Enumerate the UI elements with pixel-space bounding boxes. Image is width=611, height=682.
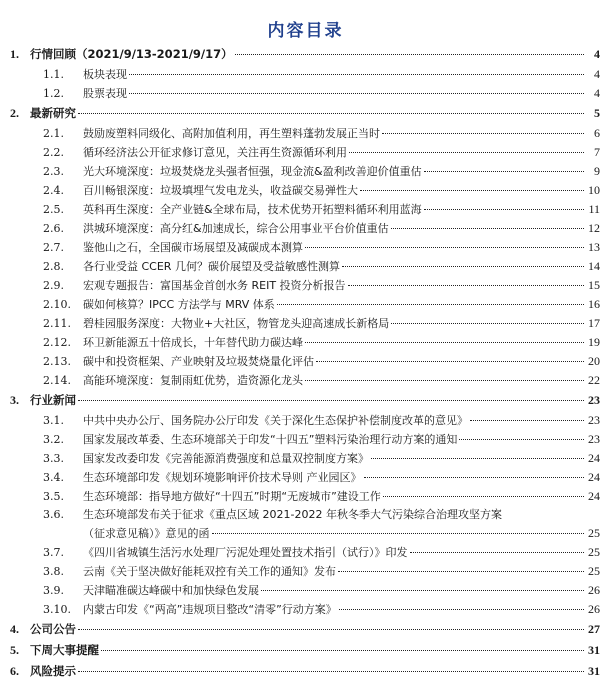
toc-entry-page: 31 — [588, 664, 600, 678]
toc-entry-number: 1.1. — [43, 68, 64, 81]
toc-leader-dots — [305, 247, 584, 248]
toc-leader-dots — [391, 228, 584, 229]
toc-leader-dots — [383, 496, 584, 497]
toc-entry-page: 4 — [594, 67, 600, 81]
toc-entry-page: 19 — [588, 335, 600, 349]
toc-entry-page: 22 — [588, 373, 600, 387]
toc-entry-text: 鼓励废塑料同级化、高附加值利用，再生塑料蓬勃发展正当时 — [83, 127, 380, 140]
toc-entry-text: 行业新闻 — [30, 393, 76, 407]
toc-entry-page: 24 — [588, 451, 600, 465]
toc-entry-text-continued: （征求意见稿）》意见的函 — [83, 527, 210, 540]
toc-leader-dots — [277, 304, 584, 305]
toc-entry-page: 31 — [588, 643, 600, 657]
toc-leader-dots — [342, 266, 584, 267]
toc-entry[interactable] — [10, 162, 600, 181]
toc-entry-text: 碳中和投资框架、产业映射及垃圾焚烧量化评估 — [83, 355, 314, 368]
toc-leader-dots — [305, 342, 584, 343]
toc-entry-number: 3.2. — [43, 433, 64, 446]
toc-entry[interactable] — [10, 390, 600, 411]
toc-entry-text: 英科再生深度：全产业链&全球布局，技术优势开拓塑料循环利用蓝海 — [83, 203, 422, 216]
toc-entry-number: 2.6. — [43, 222, 64, 235]
toc-leader-dots — [424, 171, 584, 172]
page-title: 内容目录 — [267, 21, 344, 41]
toc-entry-text: 碳如何核算？IPCC 方法学与 MRV 体系 — [83, 298, 275, 311]
toc-entry-number: 2.13. — [43, 355, 71, 368]
toc-entry-text: 生态环境部发布关于征求《重点区域 2021-2022 年秋冬季大气污染综合治理攻坚方案 — [83, 508, 502, 521]
toc-entry-page: 17 — [588, 316, 600, 330]
toc-leader-dots — [78, 113, 584, 114]
toc-entry-text: 公司公告 — [30, 622, 76, 636]
toc-entry-text: 洪城环境深度：高分红&加速成长，综合公用事业平台价值重估 — [83, 222, 389, 235]
toc-entry-text: 宏观专题报告：富国基金首创水务 REIT 投资分析报告 — [83, 279, 346, 292]
toc-entry-page: 24 — [588, 489, 600, 503]
toc-entry[interactable] — [10, 352, 600, 371]
toc-entry[interactable] — [10, 543, 600, 562]
toc-entry[interactable] — [10, 333, 600, 352]
toc-entry[interactable] — [10, 181, 600, 200]
toc-entry[interactable] — [10, 276, 600, 295]
toc-entry-text: 天津瞄准碳达峰碳中和加快绿色发展 — [83, 584, 259, 597]
toc-entry-page: 23 — [588, 413, 600, 427]
toc-entry[interactable] — [10, 65, 600, 84]
toc-leader-dots — [391, 323, 584, 324]
toc-entry-page: 10 — [588, 183, 600, 197]
toc-leader-dots — [78, 629, 584, 630]
toc-entry-page: 23 — [588, 393, 600, 407]
toc-entry-page: 20 — [588, 354, 600, 368]
toc-entry-text: 下周大事提醒 — [30, 643, 99, 657]
toc-entry-number: 3.10. — [43, 603, 71, 616]
toc-entry[interactable] — [10, 619, 600, 640]
toc-leader-dots — [235, 54, 584, 55]
toc-entry[interactable] — [10, 371, 600, 390]
toc-entry[interactable] — [10, 581, 600, 600]
toc-entry-page: 12 — [588, 221, 600, 235]
toc-entry[interactable] — [10, 449, 600, 468]
toc-entry-number: 2.1. — [43, 127, 64, 140]
toc-entry-page: 26 — [588, 602, 600, 616]
toc-entry-number: 3.8. — [43, 565, 64, 578]
toc-leader-dots — [470, 420, 584, 421]
toc-entry[interactable] — [10, 468, 600, 487]
toc-entry-page: 6 — [594, 126, 600, 140]
toc-leader-dots — [78, 400, 584, 401]
toc-entry-number: 1. — [10, 47, 19, 61]
toc-entry-page: 5 — [594, 106, 600, 120]
toc-entry-number: 3.5. — [43, 490, 64, 503]
toc-entry-page: 26 — [588, 583, 600, 597]
toc-leader-dots — [348, 285, 584, 286]
toc-entry-number: 3.7. — [43, 546, 64, 559]
toc-entry-text-block — [83, 506, 600, 543]
toc-entry-text: 光大环境深度：垃圾焚烧龙头强者恒强，现金流&盈利改善迎价值重估 — [83, 165, 422, 178]
toc-entry[interactable] — [10, 200, 600, 219]
toc-entry-text: 鉴他山之石，全国碳市场展望及减碳成本测算 — [83, 241, 303, 254]
toc-leader-dots — [101, 650, 584, 651]
toc-entry[interactable] — [10, 661, 600, 682]
toc-entry-number: 3.9. — [43, 584, 64, 597]
toc-entry-page: 9 — [594, 164, 600, 178]
toc-entry[interactable] — [10, 430, 600, 449]
toc-entry-page: 23 — [588, 432, 600, 446]
toc-entry-number: 2.5. — [43, 203, 64, 216]
toc-leader-dots — [410, 552, 585, 553]
toc-entry-number: 2.3. — [43, 165, 64, 178]
toc-entry[interactable] — [10, 487, 600, 506]
toc-entry-number: 6. — [10, 664, 19, 678]
toc-entry-text: 行情回顾（2021/9/13-2021/9/17） — [30, 47, 233, 61]
toc-entry[interactable] — [10, 84, 600, 103]
toc-entry-number: 5. — [10, 643, 19, 657]
toc-entry-page: 16 — [588, 297, 600, 311]
toc-leader-dots — [78, 671, 584, 672]
toc-entry-number: 3.1. — [43, 414, 64, 427]
toc-entry-page: 25 — [588, 545, 600, 559]
toc-entry[interactable] — [10, 44, 600, 65]
toc-entry-number: 2.2. — [43, 146, 64, 159]
toc-entry-number: 2.12. — [43, 336, 71, 349]
toc-entry-page: 27 — [588, 622, 600, 636]
toc-entry-text: 最新研究 — [30, 106, 76, 120]
toc-entry[interactable] — [10, 238, 600, 257]
table-of-contents — [10, 44, 600, 682]
toc-leader-dots — [339, 609, 584, 610]
toc-leader-dots — [459, 439, 584, 440]
toc-entry-text: 《四川省城镇生活污水处理厂污泥处理处置技术指引（试行）》印发 — [83, 546, 408, 559]
toc-leader-dots — [364, 477, 585, 478]
toc-entry-page: 4 — [594, 86, 600, 100]
toc-entry-text: 百川畅银深度：垃圾填埋气发电龙头，收益碳交易弹性大 — [83, 184, 358, 197]
toc-entry[interactable] — [10, 506, 600, 543]
toc-leader-dots — [338, 571, 584, 572]
toc-entry[interactable] — [10, 411, 600, 430]
toc-entry-number: 2.8. — [43, 260, 64, 273]
toc-entry-text: 内蒙古印发《“两高”违规项目整改“清零”行动方案》 — [83, 603, 337, 616]
toc-entry-number: 2.7. — [43, 241, 64, 254]
toc-leader-dots — [316, 361, 584, 362]
toc-entry-number: 2.10. — [43, 298, 71, 311]
toc-entry-text: 中共中央办公厅、国务院办公厅印发《关于深化生态保护补偿制度改革的意见》 — [83, 414, 468, 427]
toc-entry-text: 高能环境深度：复制雨虹优势，造资源化龙头 — [83, 374, 303, 387]
toc-entry[interactable] — [10, 314, 600, 333]
toc-entry[interactable] — [10, 124, 600, 143]
toc-leader-dots — [382, 133, 584, 134]
toc-entry-number: 3. — [10, 393, 19, 407]
toc-entry-text: 云南《关于坚决做好能耗双控有关工作的通知》发布 — [83, 565, 336, 578]
toc-entry-text: 国家发改委印发《完善能源消费强度和总量双控制度方案》 — [83, 452, 369, 465]
toc-entry-line2 — [83, 524, 600, 543]
toc-entry-text: 板块表现 — [83, 68, 127, 81]
toc-entry[interactable] — [10, 257, 600, 276]
toc-entry[interactable] — [10, 562, 600, 581]
toc-entry-text: 环卫新能源五十倍成长，十年替代助力碳达峰 — [83, 336, 303, 349]
toc-entry-page: 4 — [594, 47, 600, 61]
toc-entry[interactable] — [10, 640, 600, 661]
toc-entry-text: 碧桂园服务深度：大物业+大社区，物管龙头迎高速成长新格局 — [83, 317, 390, 330]
toc-leader-dots — [129, 74, 584, 75]
toc-entry-number: 2.9. — [43, 279, 64, 292]
toc-leader-dots — [261, 590, 584, 591]
toc-entry-text: 生态环境部印发《规划环境影响评价技术导则 产业园区》 — [83, 471, 362, 484]
toc-entry-page: 25 — [588, 564, 600, 578]
toc-entry-page: 24 — [588, 470, 600, 484]
toc-leader-dots — [424, 209, 584, 210]
toc-entry-page: 13 — [588, 240, 600, 254]
toc-entry-page: 15 — [588, 278, 600, 292]
toc-entry-text: 循环经济法公开征求修订意见，关注再生资源循环利用 — [83, 146, 347, 159]
toc-entry[interactable] — [10, 103, 600, 124]
toc-entry-number: 2.4. — [43, 184, 64, 197]
toc-entry-page: 25 — [588, 526, 600, 540]
toc-entry-number: 4. — [10, 622, 19, 636]
toc-entry[interactable] — [10, 219, 600, 238]
toc-entry-number: 3.6. — [43, 508, 64, 521]
toc-entry[interactable] — [10, 295, 600, 314]
toc-entry-page: 14 — [588, 259, 600, 273]
toc-leader-dots — [360, 190, 584, 191]
toc-entry-text: 生态环境部：指导地方做好“十四五”时期“无废城市”建设工作 — [83, 490, 381, 503]
toc-leader-dots — [129, 93, 584, 94]
toc-entry-number: 3.4. — [43, 471, 64, 484]
toc-leader-dots — [371, 458, 584, 459]
toc-entry-number: 2.11. — [43, 317, 71, 330]
toc-entry[interactable] — [10, 600, 600, 619]
toc-entry-text: 股票表现 — [83, 87, 127, 100]
toc-entry-text: 国家发展改革委、生态环境部关于印发“十四五”塑料污染治理行动方案的通知 — [83, 433, 458, 446]
toc-leader-dots — [305, 380, 584, 381]
toc-entry-number: 1.2. — [43, 87, 64, 100]
toc-entry-page: 7 — [594, 145, 600, 159]
toc-entry-number: 2.14. — [43, 374, 71, 387]
toc-entry-text: 各行业受益 CCER 几何？碳价展望及受益敏感性测算 — [83, 260, 340, 273]
toc-entry-number: 3.3. — [43, 452, 64, 465]
toc-entry-page: 11 — [588, 202, 600, 216]
toc-entry-text: 风险提示 — [30, 664, 76, 678]
toc-leader-dots — [349, 152, 584, 153]
toc-leader-dots — [212, 533, 585, 534]
toc-entry-number: 2. — [10, 106, 19, 120]
toc-entry[interactable] — [10, 143, 600, 162]
